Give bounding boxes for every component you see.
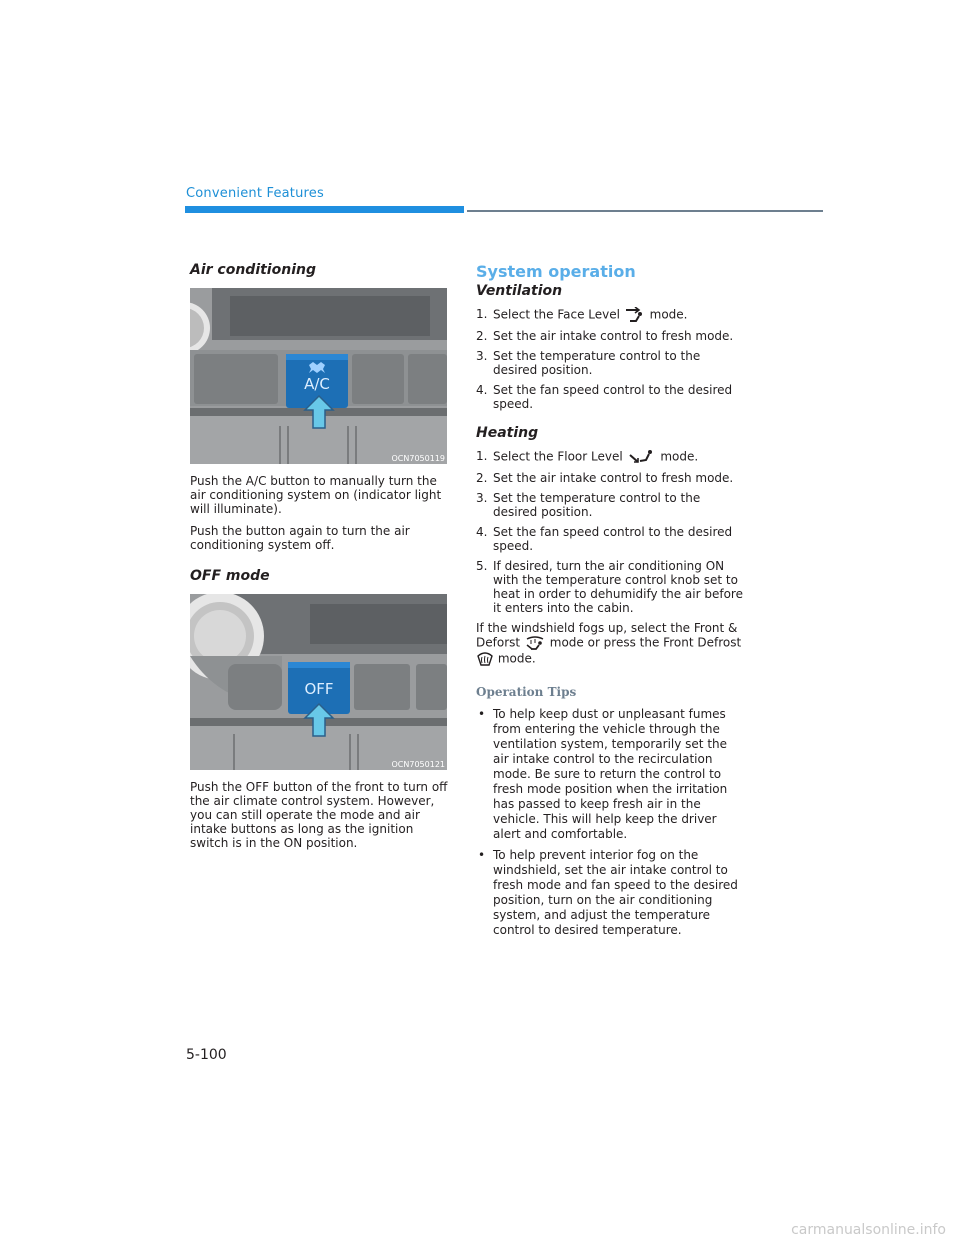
right-column: [476, 262, 744, 944]
ac-button-figure: [190, 288, 447, 464]
page-number: 5-100: [186, 1047, 227, 1063]
ac-panel-illustration: [190, 288, 447, 464]
fog-paragraph: If the windshield fogs up, select the Front & Deforst mode or press the Front Defrost mode.: [476, 621, 742, 666]
ventilation-heading: Ventilation: [476, 283, 563, 299]
list-item: 4. Set the fan speed control to the desired speed.: [476, 383, 733, 411]
operation-tips-list: [476, 707, 744, 938]
list-item: 3. Set the temperature control to the desired position.: [476, 349, 701, 377]
heating-heading: Heating: [476, 425, 539, 441]
list-item: 5. If desired, turn the air conditioning ON with the temperature control knob set to heat in order to dehumidify the air before it enters into the cabin.: [476, 559, 743, 615]
left-column: [190, 262, 454, 858]
off-button-figure: [190, 594, 447, 770]
list-item: • To help keep dust or unpleasant fumes from entering the vehicle through the ventilation system, temporarily set the air intake control to the recirculation mode. Be sure to return the control to fresh mode position when the irritation has passed to keep fresh air in the vehicle. This will help keep the driver alert and comfortable.: [478, 707, 728, 841]
face-level-icon: [624, 307, 646, 323]
floor-level-icon: [627, 449, 657, 465]
list-item: 1. Select the Floor Level mode.: [476, 449, 699, 464]
off-paragraph: Push the OFF button of the front to turn off the air climate control system. However, you can still operate the mode and air intake buttons as long as the ignition switch is in the ON position.: [190, 780, 448, 850]
figure-code: OCN7050119: [391, 454, 445, 463]
list-item: 2. Set the air intake control to fresh mode.: [476, 471, 734, 485]
header-accent-bar: [185, 206, 464, 213]
front-and-defrost-icon: [524, 635, 546, 651]
list-item: 1. Select the Face Level mode.: [476, 307, 688, 322]
list-item: 2. Set the air intake control to fresh mode.: [476, 329, 734, 343]
ac-heading: Air conditioning: [190, 262, 316, 278]
ac-paragraph-1: Push the A/C button to manually turn the air conditioning system on (indicator light will illuminate).: [190, 474, 442, 516]
front-defrost-icon: [476, 651, 494, 667]
off-mode-heading: OFF mode: [190, 568, 270, 584]
off-button-label: OFF: [304, 680, 334, 698]
section-title: Convenient Features: [186, 186, 324, 201]
ac-button-label: A/C: [304, 375, 330, 393]
system-operation-heading: System operation: [476, 262, 636, 281]
list-item: 3. Set the temperature control to the desired position.: [476, 491, 701, 519]
header-rule: [467, 210, 823, 212]
heating-steps: [476, 449, 744, 615]
ventilation-steps: [476, 307, 744, 411]
list-item: • To help prevent interior fog on the windshield, set the air intake control to fresh mode and fan speed to the desired position, turn on the air conditioning system, and adjust the temperature control to desired temperature.: [478, 848, 738, 937]
watermark: carmanualsonline.info: [791, 1222, 946, 1238]
ac-paragraph-2: Push the button again to turn the air conditioning system off.: [190, 524, 410, 552]
operation-tips-heading: Operation Tips: [476, 685, 577, 699]
figure-code: OCN7050121: [391, 760, 445, 769]
list-item: 4. Set the fan speed control to the desired speed.: [476, 525, 733, 553]
off-panel-illustration: [190, 594, 447, 770]
